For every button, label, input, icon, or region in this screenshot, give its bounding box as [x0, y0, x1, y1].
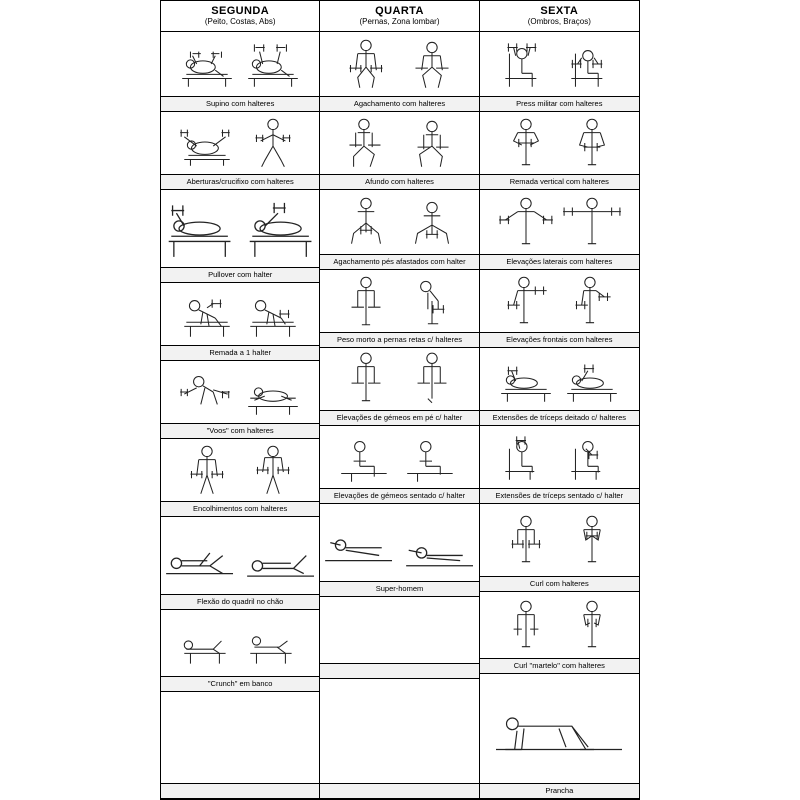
exercise-illustration: [480, 32, 639, 96]
biceps-curl-icon: [561, 504, 623, 576]
exercise-illustration: [161, 361, 319, 423]
column-quarta: [320, 1, 479, 799]
empty-cell: [161, 692, 319, 799]
dumbbell-lunge-icon: [335, 112, 397, 174]
exercise-illustration: [161, 112, 319, 174]
column-header-segunda: [161, 1, 319, 32]
exercise-cell: [480, 32, 639, 112]
exercise-label: "Crunch" em banco: [161, 676, 319, 691]
biceps-curl-icon: [495, 504, 557, 576]
hip-flexion-floor-icon: [161, 517, 238, 594]
exercise-label: Extensões de tríceps deitado c/ halteres: [480, 410, 639, 425]
shrug-icon: [176, 439, 238, 501]
empty-label: [320, 663, 478, 678]
upright-row-icon: [561, 112, 623, 174]
column-header-quarta: [320, 1, 478, 32]
hip-flexion-floor-icon: [242, 517, 319, 594]
military-press-icon: [495, 32, 557, 96]
exercise-label: Prancha: [480, 783, 639, 798]
exercise-illustration: [480, 504, 639, 576]
plank-icon: [489, 674, 629, 783]
superman-icon: [320, 504, 397, 581]
standing-calf-raise-icon: [335, 348, 397, 410]
exercise-label: Elevações laterais com halteres: [480, 254, 639, 269]
exercise-cell: [480, 348, 639, 426]
exercise-illustration: [320, 426, 478, 488]
exercise-illustration: [161, 190, 319, 267]
exercise-cell: [480, 674, 639, 799]
exercise-cell: [161, 32, 319, 112]
muscle-groups: (Pernas, Zona lombar): [359, 17, 440, 26]
standing-calf-raise-icon: [401, 348, 463, 410]
exercise-label: Agachamento pés afastados com halter: [320, 254, 478, 269]
muscle-groups: (Peito, Costas, Abs): [204, 17, 276, 26]
exercise-illustration: [320, 112, 478, 174]
stiff-leg-deadlift-icon: [335, 270, 397, 332]
exercise-illustration: [320, 348, 478, 410]
exercise-cell: [320, 270, 478, 348]
day-title: SEGUNDA: [211, 5, 270, 17]
exercise-label: Press militar com halteres: [480, 96, 639, 111]
exercise-cell: [161, 610, 319, 692]
column-header-sexta: [480, 1, 639, 32]
stiff-leg-deadlift-icon: [401, 270, 463, 332]
seated-triceps-extension-icon: [561, 426, 623, 488]
exercise-illustration: [480, 348, 639, 410]
empty-label: [161, 783, 319, 798]
hammer-curl-icon: [561, 592, 623, 658]
one-arm-row-icon: [176, 283, 238, 345]
exercise-illustration: [320, 504, 478, 581]
muscle-groups: (Ombros, Braços): [527, 17, 591, 26]
front-raise-icon: [561, 270, 623, 332]
seated-calf-raise-icon: [335, 426, 397, 488]
exercise-cell: [320, 426, 478, 504]
exercise-illustration: [480, 190, 639, 254]
exercise-label: Curl "martelo" com halteres: [480, 658, 639, 673]
exercise-cell: [320, 190, 478, 270]
exercise-cell: [161, 283, 319, 361]
lateral-raise-icon: [495, 190, 557, 254]
exercise-cell: [480, 426, 639, 504]
exercise-cell: [480, 270, 639, 348]
exercise-illustration: [480, 426, 639, 488]
exercise-label: Elevações de gémeos sentado c/ halter: [320, 488, 478, 503]
reverse-fly-icon: [242, 361, 304, 423]
dumbbell-pullover-icon: [242, 190, 319, 267]
exercise-illustration: [320, 32, 478, 96]
exercise-cell: [320, 348, 478, 426]
lying-triceps-extension-icon: [495, 348, 557, 410]
exercise-label: Elevações frontais com halteres: [480, 332, 639, 347]
dumbbell-lunge-icon: [401, 112, 463, 174]
exercise-cell: [320, 32, 478, 112]
empty-label: [320, 783, 478, 798]
exercise-illustration: [320, 190, 478, 254]
exercise-cell: [161, 190, 319, 283]
exercise-label: Agachamento com halteres: [320, 96, 478, 111]
column-segunda: [161, 1, 320, 799]
exercise-cell: [480, 112, 639, 190]
hammer-curl-icon: [495, 592, 557, 658]
seated-triceps-extension-icon: [495, 426, 557, 488]
shrug-icon: [242, 439, 304, 501]
empty-cell: [320, 597, 478, 679]
exercise-illustration: [480, 112, 639, 174]
exercise-cell: [161, 361, 319, 439]
bench-press-dumbbell-icon: [176, 32, 238, 96]
empty-cell: [320, 679, 478, 799]
dumbbell-squat-icon: [401, 32, 463, 96]
exercise-cell: [320, 504, 478, 597]
exercise-illustration: [161, 32, 319, 96]
exercise-cell: [161, 517, 319, 610]
front-raise-icon: [495, 270, 557, 332]
exercise-label: Encolhimentos com halteres: [161, 501, 319, 516]
dumbbell-pullover-icon: [161, 190, 238, 267]
exercise-cell: [161, 439, 319, 517]
reverse-fly-icon: [176, 361, 238, 423]
exercise-cell: [320, 112, 478, 190]
workout-table: [160, 0, 640, 800]
exercise-label: Afundo com halteres: [320, 174, 478, 189]
sumo-squat-icon: [401, 190, 463, 254]
bench-crunch-icon: [242, 610, 304, 676]
superman-icon: [401, 504, 478, 581]
exercise-illustration: [480, 270, 639, 332]
exercise-label: Aberturas/crucifixo com halteres: [161, 174, 319, 189]
exercise-illustration: [320, 270, 478, 332]
exercise-label: "Voos" com halteres: [161, 423, 319, 438]
exercise-illustration: [480, 592, 639, 658]
exercise-illustration: [161, 517, 319, 594]
exercise-label: Peso morto a pernas retas c/ halteres: [320, 332, 478, 347]
empty-illustration: [161, 692, 319, 783]
one-arm-row-icon: [242, 283, 304, 345]
exercise-label: Super-homem: [320, 581, 478, 596]
exercise-cell: [480, 190, 639, 270]
dumbbell-fly-icon: [176, 112, 238, 174]
exercise-cell: [480, 504, 639, 592]
column-sexta: [480, 1, 639, 799]
exercise-label: Pullover com halter: [161, 267, 319, 282]
exercise-label: Curl com halteres: [480, 576, 639, 591]
exercise-label: Remada a 1 halter: [161, 345, 319, 360]
exercise-illustration: [161, 283, 319, 345]
exercise-label: Elevações de gémeos em pé c/ halter: [320, 410, 478, 425]
empty-illustration: [320, 679, 478, 783]
exercise-cell: [161, 112, 319, 190]
exercise-label: Extensões de tríceps sentado c/ halter: [480, 488, 639, 503]
exercise-label: Supino com halteres: [161, 96, 319, 111]
exercise-label: Remada vertical com halteres: [480, 174, 639, 189]
upright-row-icon: [495, 112, 557, 174]
exercise-illustration: [161, 439, 319, 501]
exercise-label: Flexão do quadril no chão: [161, 594, 319, 609]
seated-calf-raise-icon: [401, 426, 463, 488]
bench-press-dumbbell-icon: [242, 32, 304, 96]
sumo-squat-icon: [335, 190, 397, 254]
bench-crunch-icon: [176, 610, 238, 676]
exercise-illustration: [480, 674, 639, 783]
lateral-raise-icon: [561, 190, 623, 254]
dumbbell-fly-icon: [242, 112, 304, 174]
dumbbell-squat-icon: [335, 32, 397, 96]
lying-triceps-extension-icon: [561, 348, 623, 410]
day-title: SEXTA: [540, 5, 579, 17]
empty-illustration: [320, 597, 478, 663]
exercise-illustration: [161, 610, 319, 676]
exercise-cell: [480, 592, 639, 674]
day-title: QUARTA: [375, 5, 424, 17]
military-press-icon: [561, 32, 623, 96]
